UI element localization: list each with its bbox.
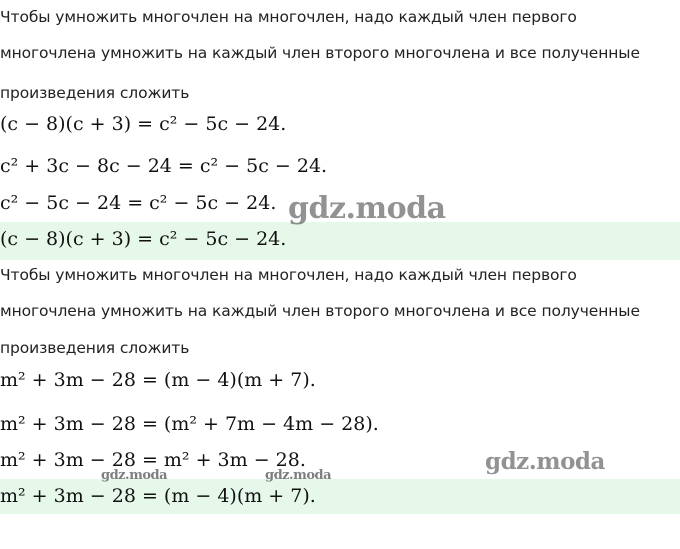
equation-line: (c − 8)(c + 3) = c² − 5c − 24. [0, 113, 287, 135]
equation-line: c² − 5c − 24 = c² − 5c − 24. [0, 192, 277, 214]
rule-text-line: Чтобы умножить многочлен на многочлен, надо каждый член первого [0, 8, 577, 26]
rule-text-line: многочлена умножить на каждый член второго многочлена и все полученные [0, 302, 640, 320]
equation-line: m² + 3m − 28 = (m − 4)(m + 7). [0, 369, 316, 391]
watermark-logo: gdz.moda [265, 468, 332, 483]
rule-text-line: произведения сложить [0, 339, 190, 357]
rule-text-line: Чтобы умножить многочлен на многочлен, надо каждый член первого [0, 266, 577, 284]
equation-line: m² + 3m − 28 = (m − 4)(m + 7). [0, 485, 316, 507]
watermark-logo: gdz.moda [485, 448, 605, 475]
rule-text-line: произведения сложить [0, 84, 190, 102]
equation-line: m² + 3m − 28 = (m² + 7m − 4m − 28). [0, 413, 379, 435]
equation-line: c² + 3c − 8c − 24 = c² − 5c − 24. [0, 155, 328, 177]
equation-line: (c − 8)(c + 3) = c² − 5c − 24. [0, 228, 287, 250]
watermark-logo: gdz.moda [101, 468, 168, 483]
rule-text-line: многочлена умножить на каждый член второго многочлена и все полученные [0, 44, 640, 62]
equation-line: m² + 3m − 28 = m² + 3m − 28. [0, 449, 306, 471]
watermark-logo: gdz.moda [288, 191, 446, 226]
